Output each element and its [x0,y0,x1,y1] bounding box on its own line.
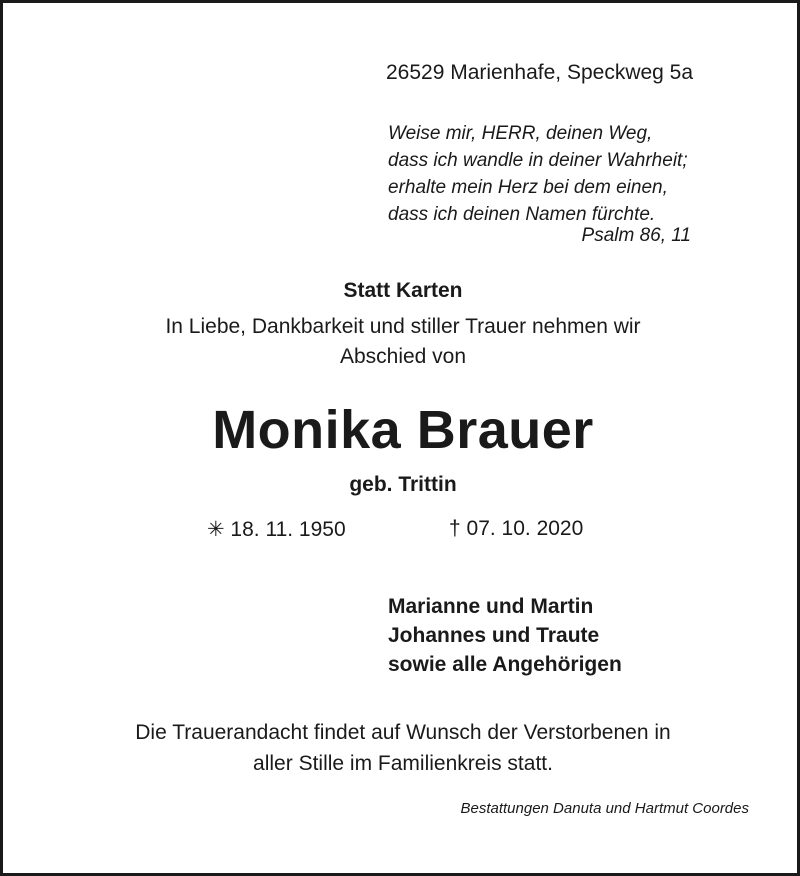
heading: Statt Karten [343,279,463,302]
verse-line: dass ich deinen Namen fürchte. [388,204,656,225]
family-line: Johannes und Traute [388,624,600,647]
intro-text [3,312,800,372]
birth-name: geb. Trittin [349,473,457,496]
address: 26529 Marienhafe, Speckweg 5a [386,61,694,84]
family-list [388,592,622,679]
family-line: sowie alle Angehörigen [388,653,622,676]
deceased-name: Monika Brauer [212,400,594,460]
verse-line: Weise mir, HERR, deinen Weg, [388,123,653,144]
birth-date: ✳ 18. 11. 1950 [207,518,346,541]
verse-line: dass ich wandle in deiner Wahrheit; [388,150,688,171]
death-date: † 07. 10. 2020 [449,517,584,540]
bible-verse [388,120,688,228]
undertaker: Bestattungen Danuta und Hartmut Coordes [460,800,749,817]
service-notice [3,717,800,779]
verse-reference: Psalm 86, 11 [581,225,691,246]
verse-line: erhalte mein Herz bei dem einen, [388,177,668,198]
notice-line: aller Stille im Familienkreis statt. [253,752,553,775]
family-line: Marianne und Martin [388,595,594,618]
intro-line: In Liebe, Dankbarkeit und stiller Trauer nehmen wir [165,315,641,338]
notice-line: Die Trauerandacht findet auf Wunsch der Verstorbenen in [135,721,671,744]
intro-line: Abschied von [339,345,467,368]
